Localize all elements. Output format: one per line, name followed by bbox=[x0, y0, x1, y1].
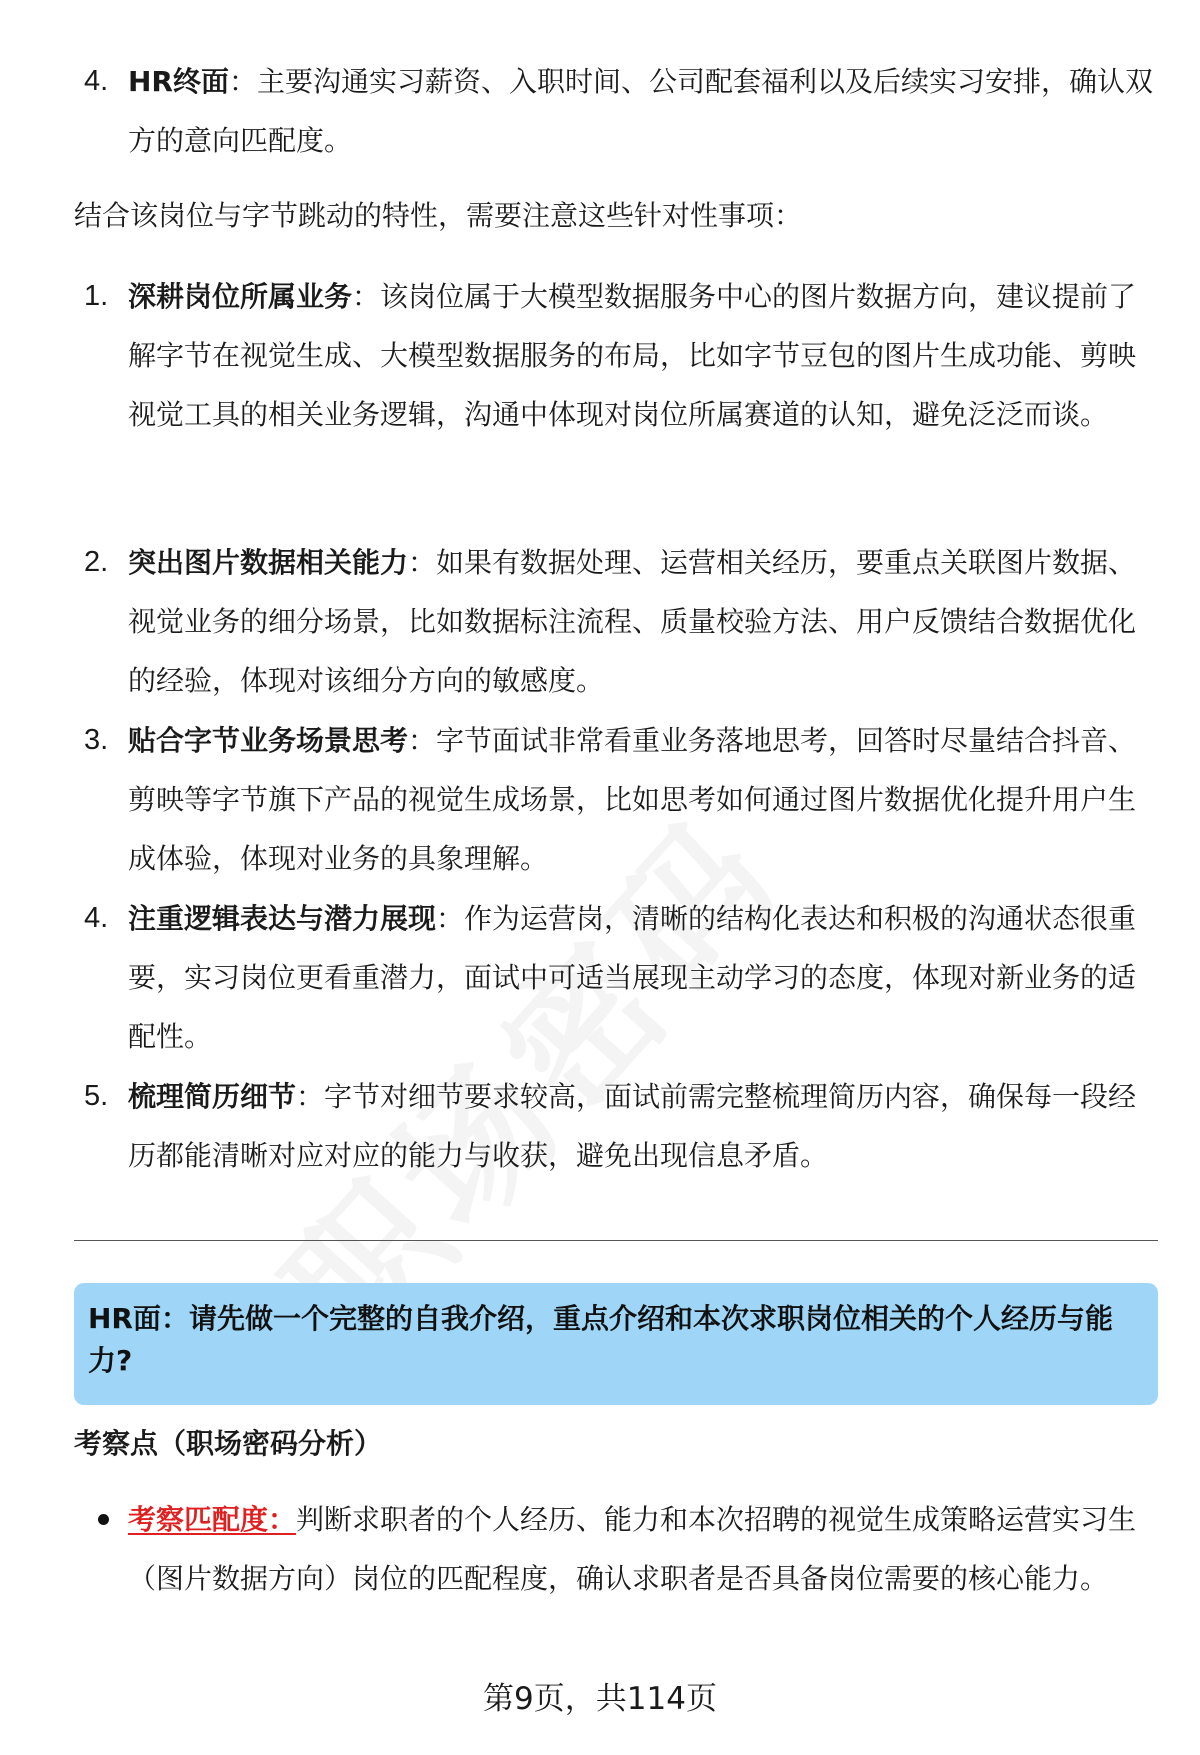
section-divider bbox=[74, 1240, 1158, 1241]
list-title: 梳理简历细节 bbox=[128, 1080, 297, 1113]
list-text bbox=[128, 52, 1158, 170]
list-number: 5. bbox=[84, 1080, 109, 1112]
list-title: 贴合字节业务场景思考 bbox=[128, 724, 409, 757]
list-text bbox=[128, 1067, 1158, 1185]
bullet-dot-icon bbox=[98, 1514, 109, 1525]
question-text: HR面：请先做一个完整的自我介绍，重点介绍和本次求职岗位相关的个人经历与能力? bbox=[88, 1302, 1113, 1377]
list-body: ：主要沟通实习薪资、入职时间、公司配套福利以及后续实习安排，确认双方的意向匹配度。 bbox=[128, 65, 1154, 157]
list-body: ：字节对细节要求较高，面试前需完整梳理简历内容，确保每一段经历都能清晰对应对应的能力与收获，避免出现信息矛盾。 bbox=[128, 1080, 1137, 1172]
list-text bbox=[128, 711, 1158, 888]
list-body: ：字节面试非常看重业务落地思考，回答时尽量结合抖音、剪映等字节旗下产品的视觉生成场景，比如思考如何通过图片数据优化提升用户生成体验，体现对业务的具象理解。 bbox=[128, 724, 1137, 875]
question-box bbox=[74, 1283, 1158, 1405]
list-title: 注重逻辑表达与潜力展现 bbox=[128, 902, 437, 935]
list-text bbox=[128, 889, 1158, 1066]
list-number: 4. bbox=[84, 902, 109, 934]
list-body: ：该岗位属于大模型数据服务中心的图片数据方向，建议提前了解字节在视觉生成、大模型数据服务的布局，比如字节豆包的图片生成功能、剪映视觉工具的相关业务逻辑，沟通中体现对岗位所属赛道的认知，避免泛泛而谈。 bbox=[128, 280, 1137, 431]
list-title: 突出图片数据相关能力 bbox=[128, 546, 409, 579]
list-number: 2. bbox=[84, 546, 109, 578]
bullet-text bbox=[128, 1490, 1158, 1608]
highlight-label: 考察匹配度： bbox=[128, 1503, 297, 1536]
list-number: 3. bbox=[84, 724, 109, 756]
section-title: 考察点（职场密码分析） bbox=[74, 1427, 383, 1460]
list-number: 1. bbox=[84, 280, 109, 312]
list-body: ：如果有数据处理、运营相关经历，要重点关联图片数据、视觉业务的细分场景，比如数据标注流程、质量校验方法、用户反馈结合数据优化的经验，体现对该细分方向的敏感度。 bbox=[128, 546, 1137, 697]
list-text bbox=[128, 267, 1158, 444]
page-footer: 第9页，共114页 bbox=[483, 1681, 717, 1717]
list-body: ：作为运营岗，清晰的结构化表达和积极的沟通状态很重要，实习岗位更看重潜力，面试中可适当展现主动学习的态度，体现对新业务的适配性。 bbox=[128, 902, 1137, 1053]
bullet-body: 判断求职者的个人经历、能力和本次招聘的视觉生成策略运营实习生（图片数据方向）岗位的匹配程度，确认求职者是否具备岗位需要的核心能力。 bbox=[128, 1503, 1137, 1595]
list-number: 4. bbox=[84, 65, 109, 97]
list-title: 深耕岗位所属业务 bbox=[128, 280, 353, 313]
list-title: HR终面 bbox=[128, 65, 229, 98]
intro-paragraph: 结合该岗位与字节跳动的特性，需要注意这些针对性事项： bbox=[74, 199, 803, 232]
list-text bbox=[128, 533, 1158, 710]
